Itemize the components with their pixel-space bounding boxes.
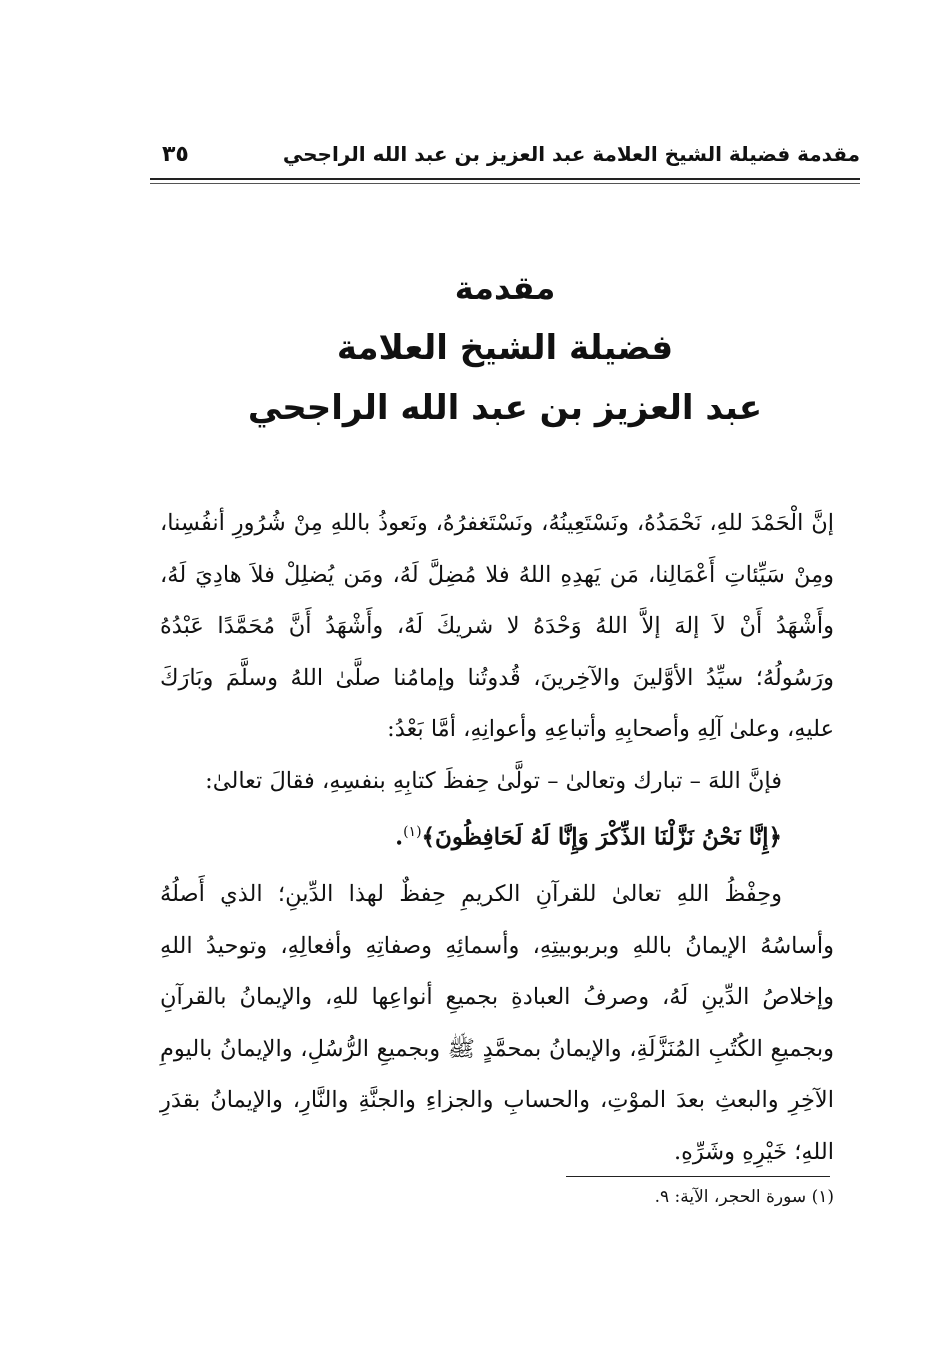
running-title: مقدمة فضيلة الشيخ العلامة عبد العزيز بن عبد الله الراجحي	[282, 142, 860, 166]
verse-period: .	[395, 823, 404, 851]
title-line-author-name: عبد العزيز بن عبد الله الراجحي	[247, 388, 763, 428]
paragraph-verse-intro: فإنَّ اللهَ – تبارك وتعالىٰ – تولَّىٰ حِفظَ كتابِهِ بنفسِهِ، فقالَ تعالىٰ:	[205, 767, 782, 794]
paragraph-opening-praise: إنَّ الْحَمْدَ للهِ، نَحْمَدُهُ، ونَسْتَعِينُهُ، ونَسْتَغفرُهُ، ونَعوذُ باللهِ مِنْ شُرُورِ أنفُسِنا، ومِنْ سَيِّئاتِ أَعْمَالِنا، مَن يَهدِهِ اللهُ فلا مُضِلَّ لَهُ، ومَن يُضلِلْ فلاَ هادِيَ لَهُ، وأَشْهَدُ أَنْ لاَ إلهَ إلاَّ اللهُ وَحْدَهُ لا شريكَ لَهُ، وأَشْهَدُ أَنَّ مُحَمَّدًا عَبْدُهُ ورَسُولُهُ؛ سيِّدُ الأوَّلينَ والآخِرينَ، قُدوتُنا وإمامُنا صلَّىٰ اللهُ وسلَّمَ وبَارَكَ عليهِ، وعلىٰ آلِهِ وأصحابِهِ وأتباعِهِ وأعوانِهِ، أمَّا بَعْدُ:	[160, 510, 834, 742]
quran-verse	[160, 807, 782, 863]
running-header	[150, 138, 860, 174]
page-number: ٣٥	[162, 142, 189, 167]
body-text	[160, 498, 834, 1178]
title-block	[150, 258, 860, 438]
footnote: (١) سورة الحجر، الآية: ٩.	[654, 1187, 834, 1207]
header-rule	[150, 178, 860, 180]
footnote-reference: (١)	[403, 824, 422, 840]
footnote-rule	[566, 1176, 830, 1177]
paragraph-preservation: وحِفْظُ اللهِ تعالىٰ للقرآنِ الكريمِ حِفظٌ لهذا الدِّينِ؛ الذي أَصلُهُ وأساسُهُ الإيمانُ باللهِ وبربوبيتِهِ، وأسمائِهِ وصفاتِهِ وأفعالِهِ، وتوحيدُ اللهِ وإخلاصُ الدِّينِ لَهُ، وصرفُ العبادةِ بجميعِ أنواعِها للهِ، والإيمانُ بالقرآنِ وبجميعِ الكُتُبِ المُنَزَّلَةِ، والإيمانُ بمحمَّدٍ ﷺ وبجميعِ الرُّسُلِ، والإيمانُ باليومِ الآخِرِ والبعثِ بعدَ الموْتِ، والحسابِ والجزاءِ والجنَّةِ والنَّارِ، والإيمانُ بقدَرِ اللهِ؛ خَيْرِهِ وشَرِّهِ.	[160, 881, 834, 1165]
title-line-honorific: فضيلة الشيخ العلامة	[336, 328, 674, 368]
header-rule-secondary	[150, 183, 860, 184]
title-line-introduction: مقدمة	[454, 269, 556, 307]
verse-text: ﴿إِنَّا نَحْنُ نَزَّلْنَا الذِّكْرَ وَإِنَّا لَهُ لَحَافِظُونَ﴾	[421, 823, 782, 851]
